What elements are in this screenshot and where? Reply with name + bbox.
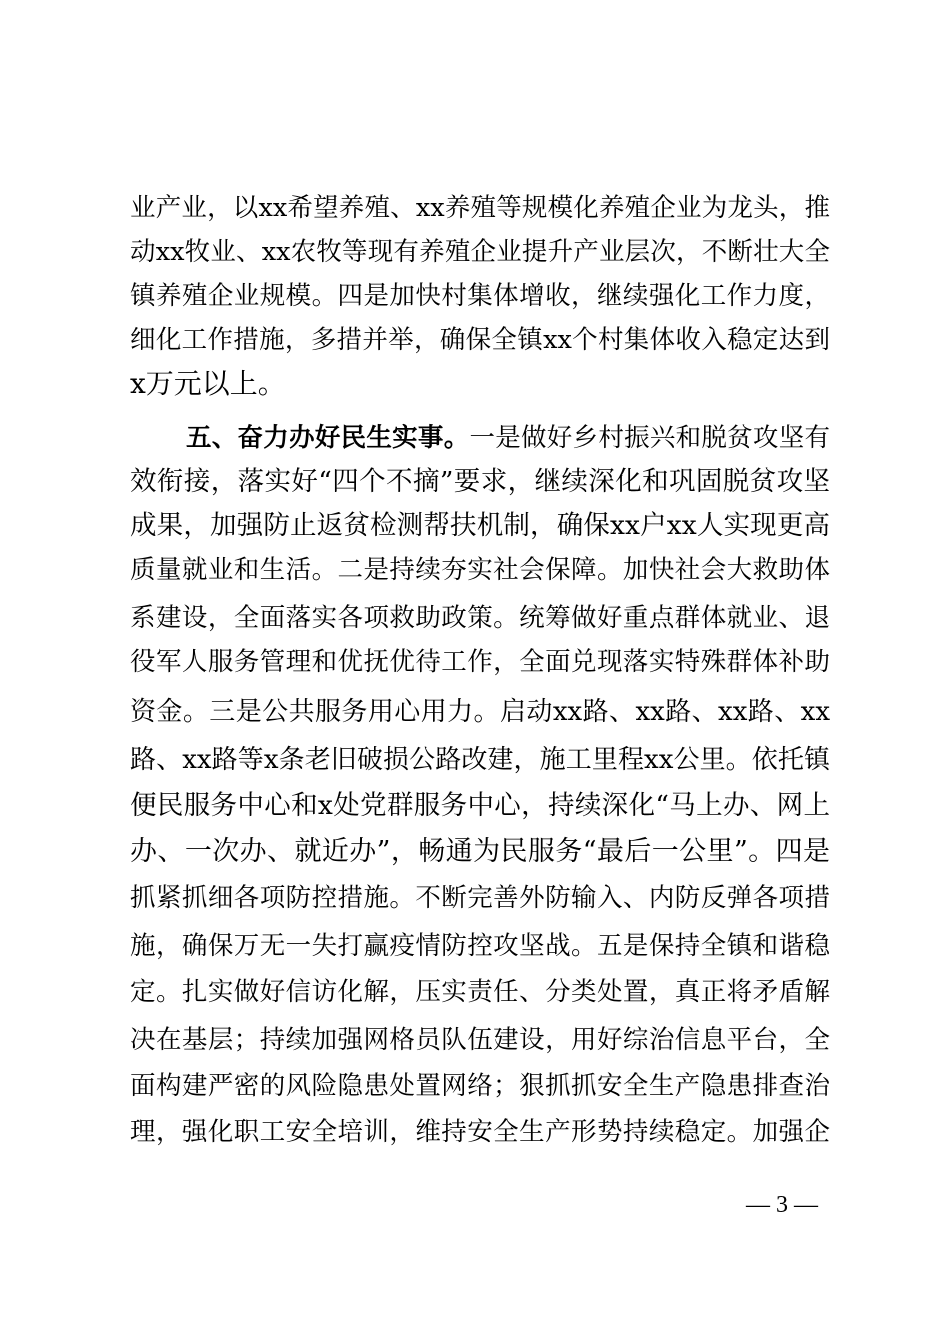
text-line: x万元以上。 (130, 367, 286, 400)
text-line: 路、xx路等x条老旧破损公路改建，施工里程xx公里。依托镇 (130, 745, 830, 775)
text-line: 施，确保万无一失打赢疫情防控攻坚战。五是保持全镇和谐稳 (130, 931, 830, 961)
text-line: 面构建严密的风险隐患处置网络；狠抓抓安全生产隐患排查治 (130, 1071, 830, 1101)
text-line: 系建设，全面落实各项救助政策。统筹做好重点群体就业、退 (130, 603, 830, 633)
section-first-line (186, 416, 830, 460)
text-line: 办、一次办、就近办”，畅通为民服务“最后一公里”。四是 (130, 836, 830, 867)
text-line: 决在基层；持续加强网格员队伍建设，用好综治信息平台，全 (130, 1025, 830, 1055)
text-line: 资金。三是公共服务用心用力。启动xx路、xx路、xx路、xx (130, 697, 830, 727)
text-line: 理，强化职工安全培训，维持安全生产形势持续稳定。加强企 (130, 1117, 830, 1147)
text-line: 业产业，以xx希望养殖、xx养殖等规模化养殖企业为龙头，推 (130, 193, 830, 223)
section-heading: 五、奋力办好民生实事。 (186, 423, 470, 453)
text-line: 质量就业和生活。二是持续夯实社会保障。加快社会大救助体 (130, 555, 830, 585)
text-line: 便民服务中心和x处党群服务中心，持续深化“马上办、网上 (130, 790, 830, 821)
text-line: 役军人服务管理和优抚优待工作，全面兑现落实特殊群体补助 (130, 647, 830, 677)
text-line: 细化工作措施，多措并举，确保全镇xx个村集体收入稳定达到 (130, 325, 830, 355)
section-first-line-text: 一是做好乡村振兴和脱贫攻坚有 (469, 423, 830, 453)
text-line: 效衔接，落实好“四个不摘”要求，继续深化和巩固脱贫攻坚 (130, 466, 830, 497)
text-line: 镇养殖企业规模。四是加快村集体增收，继续强化工作力度， (130, 281, 830, 311)
text-line: 定。扎实做好信访化解，压实责任、分类处置，真正将矛盾解 (130, 977, 830, 1007)
text-line: 动xx牧业、xx农牧等现有养殖企业提升产业层次，不断壮大全 (130, 237, 830, 267)
text-line: 成果，加强防止返贫检测帮扶机制，确保xx户xx人实现更高 (130, 510, 830, 541)
text-line: 抓紧抓细各项防控措施。不断完善外防输入、内防反弹各项措 (130, 883, 830, 913)
page-number: — 3 — (746, 1192, 818, 1218)
